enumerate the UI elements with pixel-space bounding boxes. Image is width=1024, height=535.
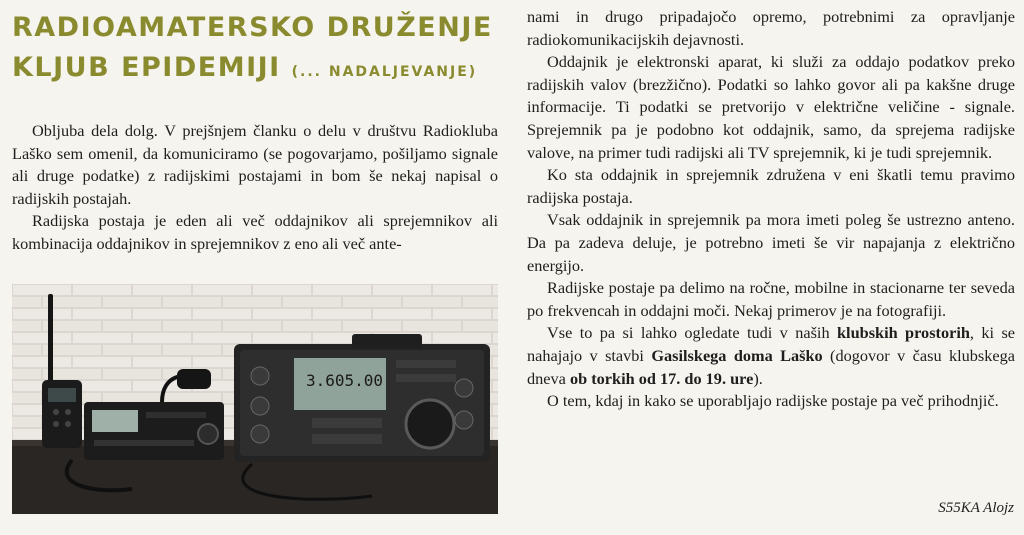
paragraph-visit — [527, 322, 1015, 390]
paragraph-definition: Radijska postaja je eden ali več oddajnikov ali sprejemnikov ali kombinacija oddajnikov in sprejemnikov z eno ali več ante- — [12, 211, 498, 253]
fire-station-bold: Gasilskega doma Laško — [651, 345, 823, 365]
radio-stations-image — [12, 284, 498, 514]
paragraph-intro: Obljuba dela dolg. V prejšnjem članku o delu v društvu Radiokluba Laško sem omenil, da komuniciramo (se pogovarjamo, pošiljamo signale ali druge podatke) z radijskimi postajami in bom še nekaj napisal o radijskih postajah. — [12, 121, 498, 208]
paragraph-closing: O tem, kdaj in kako se uporabljajo radijske postaje pa več prihodnjič. — [547, 391, 999, 411]
left-column — [12, 8, 498, 256]
radio-stations-photo — [12, 284, 498, 514]
paragraph-continuation: nami in drugo pripadajočo opremo, potrebnimi za opravljanje radiokomunikacijskih dejavnosti. — [527, 7, 1015, 49]
visit-text-2: , ki se nahajajo v stavbi — [527, 323, 1016, 365]
visit-text-3: (dogovor v času klubskega dneva — [527, 345, 1015, 388]
base-station-radio — [234, 334, 490, 462]
left-text — [12, 120, 498, 256]
right-column — [527, 6, 1015, 413]
visit-text-1: Vse to pa si lahko ogledate tudi v naših — [547, 323, 837, 343]
paragraph-transmitter: Oddajnik je elektronski aparat, ki služi za oddajo podatkov preko radijskih valov (brezžično). Podatki so lahko govor ali pa kakšne druge informacije. Ti podatki se pretvorijo v električne veličine - signale. Sprejemnik pa je podobno kot oddajnik, samo, da sprejema radijske valove, na primer tudi radijski ali TV sprejemnik, ki je tudi sprejemnik. — [527, 52, 1015, 162]
club-hours-bold: ob torkih od 17. do 19. ure — [569, 368, 754, 388]
visit-text-4: ). — [753, 368, 763, 388]
club-rooms-bold: klubskih prostorih — [837, 323, 970, 343]
title-continued: (... NADALJEVANJE) — [291, 64, 478, 80]
author-signature: S55KA Alojz — [938, 500, 1014, 516]
article-title — [12, 8, 498, 92]
title-line-2: KLJUB EPIDEMIJI — [12, 52, 281, 83]
paragraph-station: Ko sta oddajnik in sprejemnik združena v eni škatli temu pravimo radijska postaja. — [527, 165, 1015, 207]
paragraph-types: Radijske postaje pa delimo na ročne, mobilne in stacionarne ter seveda po frekvencah in oddajni moči. Nekaj primerov je na fotografiji. — [527, 278, 1015, 320]
radio-frequency-display: 3.605.00 — [306, 371, 384, 390]
paragraph-antenna: Vsak oddajnik in sprejemnik pa mora imeti poleg še ustrezno anteno. Da pa zadeva deluje, je potrebno imeti še vir napajanja z električno energijo. — [527, 210, 1015, 275]
title-line-1: RADIOAMATERSKO DRUŽENJE — [12, 12, 493, 43]
